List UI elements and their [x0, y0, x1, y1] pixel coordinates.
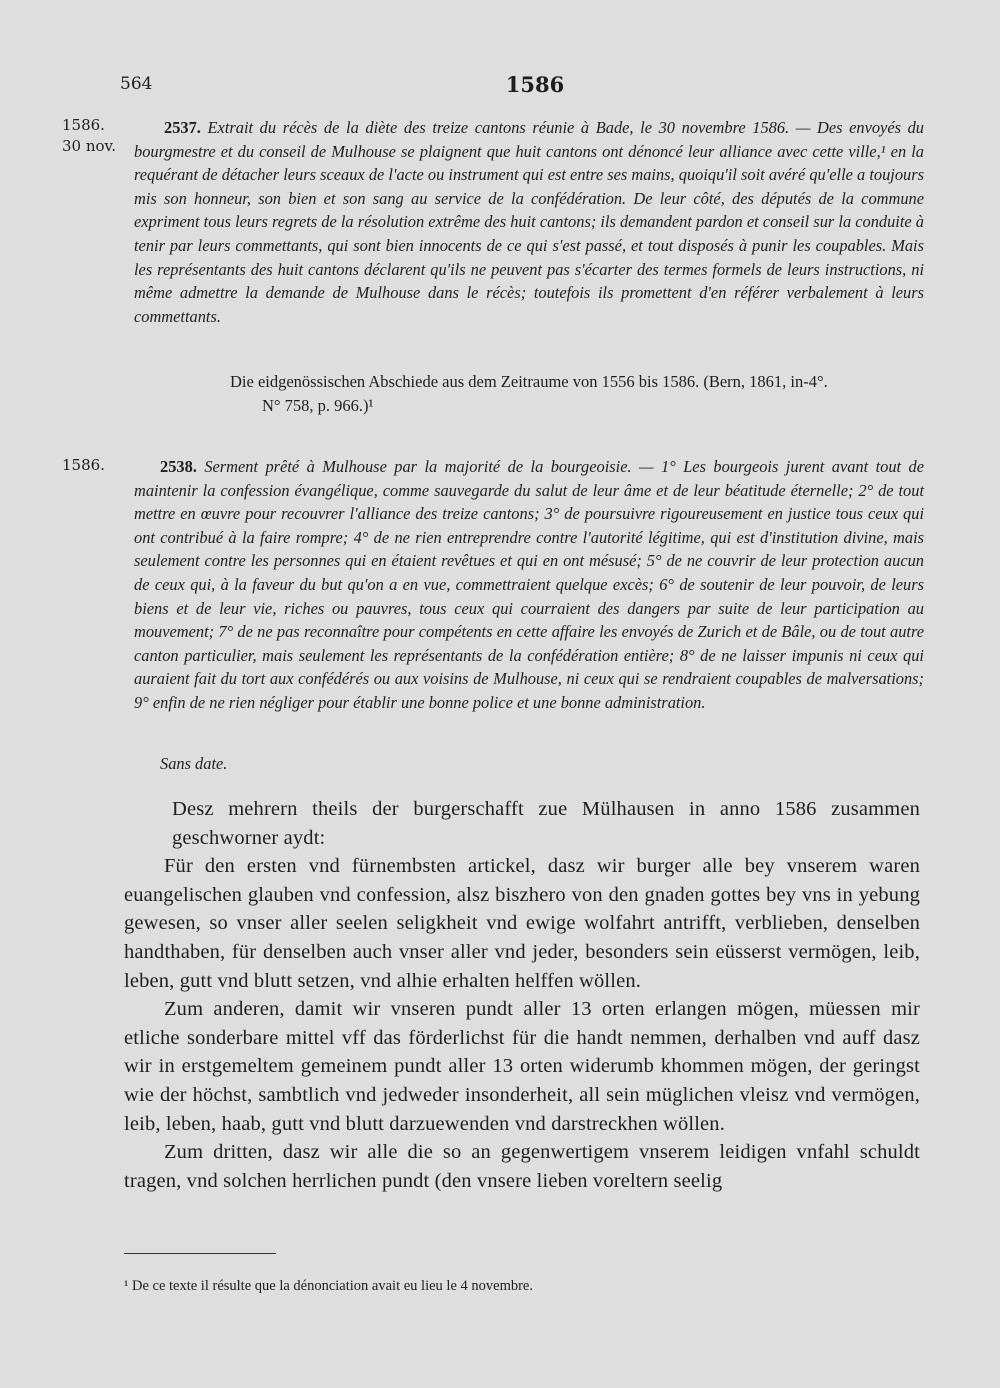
entry-2537: [134, 116, 924, 328]
german-oath-text: [124, 795, 920, 1195]
german-title: Desz mehrern theils der burgerschafft zue Mülhausen in anno 1586 zusammen geschworner aydt:: [172, 798, 920, 849]
margin-date-2538: [62, 455, 105, 476]
entry-text: Extrait du récès de la diète des treize cantons réunie à Bade, le 30 novembre 1586. — Des envoyés du bourgmestre et du conseil de Mulhouse se plaignent que huit cantons ont dénoncé leur alliance avec cette ville,¹ en la requérant de détacher leurs sceaux de l'acte ou instrument qui est entre ses mains, quoiqu'il soit avéré qu'elle a toujours mis son honneur, son bien et son sang au service de la confédération. De leur côté, des députés de la commune expriment tous leurs regrets de la résolution extrême des huit cantons; ils demandent pardon et conseil sur la conduite à tenir par leurs commettants, qui sont bien innocents de ce qui s'est passé, et tout disposés à punir les coupables. Mais les représentants des huit cantons déclarent qu'ils ne peuvent pas s'écarter des termes formels de leurs instructions, ni même admettre la demande de Mulhouse dans le récès; toutefois ils promettent d'en référer verbalement à leurs commettants.: [134, 118, 924, 326]
running-header-year: 1586: [505, 72, 565, 97]
german-paragraph-3: Zum dritten, dasz wir alle die so an gegenwertigem vnserem leidigen vnfahl schuldt tragen, vnd solchen herrlichen pundt (den vnsere lieben voreltern seelig: [124, 1141, 920, 1192]
margin-date-year: 1586.: [62, 116, 105, 134]
entry-text: Serment prêté à Mulhouse par la majorité de la bourgeoisie. — 1° Les bourgeois jurent avant tout de maintenir la confession évangélique, comme sauvegarde du salut de leur âme et de leur béatitude éternelle; 2° de tout mettre en œuvre pour recouvrer l'alliance des treize cantons; 3° de poursuivre rigoureusement en justice tous ceux qui ont contribué à la faire rompre; 4° de ne rien entreprendre contre l'autorité légitime, qui est d'institution divine, mais seulement contre les personnes qui en étaient revêtues et qui en ont mésusé; 5° de ne couvrir de leur protection aucun de ceux qui, à la faveur du but qu'on a en vue, commettraient quelque excès; 6° de soutenir de leur pouvoir, de leurs biens et de leur vie, riches ou pauvres, tous ceux qui courraient des dangers par suite de leur participation au mouvement; 7° de ne pas reconnaître pour compétents en cette affaire les envoyés de Zurich et de Bâle, ou de tout autre canton particulier, mais seulement les représentants de la confédération entière; 8° de ne laisser impunis ni ceux qui auraient fait du tort aux confédérés ou aux voisins de Mulhouse, ni ceux qui se rendraient coupables de malversations; 9° enfin de ne rien négliger pour établir une bonne police et une bonne administration.: [134, 457, 924, 712]
footnote-rule: [124, 1253, 276, 1254]
page-number: 564: [120, 74, 153, 94]
sans-date-note: Sans date.: [160, 754, 228, 773]
entry-number: 2537.: [164, 118, 201, 137]
german-paragraph-2: Zum anderen, damit wir vnseren pundt aller 13 orten erlangen mögen, müessen mir etliche sonderbare mittel vff das förderlichst für die handt nemmen, derhalben vnd auff dasz wir in erstgemeltem gemeinem pundt aller 13 orten widerumb khommen mögen, der geringst wie der höchst, sambtlich vnd jedweder insonderheit, all sein müglichen vleisz vnd vermögen, leib, leben, haab, gutt vnd blutt darzuewenden vnd darstreckhen wöllen.: [124, 998, 920, 1135]
margin-date-year: 1586.: [62, 456, 105, 474]
source-citation: [230, 370, 950, 417]
entry-number: 2538.: [160, 457, 197, 476]
margin-date-day: 30 nov.: [62, 137, 117, 155]
margin-date-2537: [62, 115, 116, 157]
footnote: ¹ De ce texte il résulte que la dénonciation avait eu lieu le 4 novembre.: [124, 1278, 533, 1294]
entry-2538: [134, 455, 924, 715]
german-paragraph-1: Für den ersten vnd fürnembsten artickel, dasz wir burger alle bey vnserem waren euangelischen glauben vnd confession, alsz biszhero von den gnaden gottes bey vns in yebung gewesen, so vnser aller seelen seligkheit vnd ewige wolfahrt antrifft, verblieben, denselben handthaben, für denselben auch vnser aller vnd jeder, besonders sein eüsserst vermögen, leib, leben, gutt vnd blutt setzen, vnd alhie erhalten helffen wöllen.: [124, 855, 920, 992]
source-line-1: Die eidgenössischen Abschiede aus dem Zeitraume von 1556 bis 1586. (Bern, 1861, in-4°.: [230, 372, 828, 391]
source-line-2: N° 758, p. 966.)¹: [262, 395, 374, 415]
